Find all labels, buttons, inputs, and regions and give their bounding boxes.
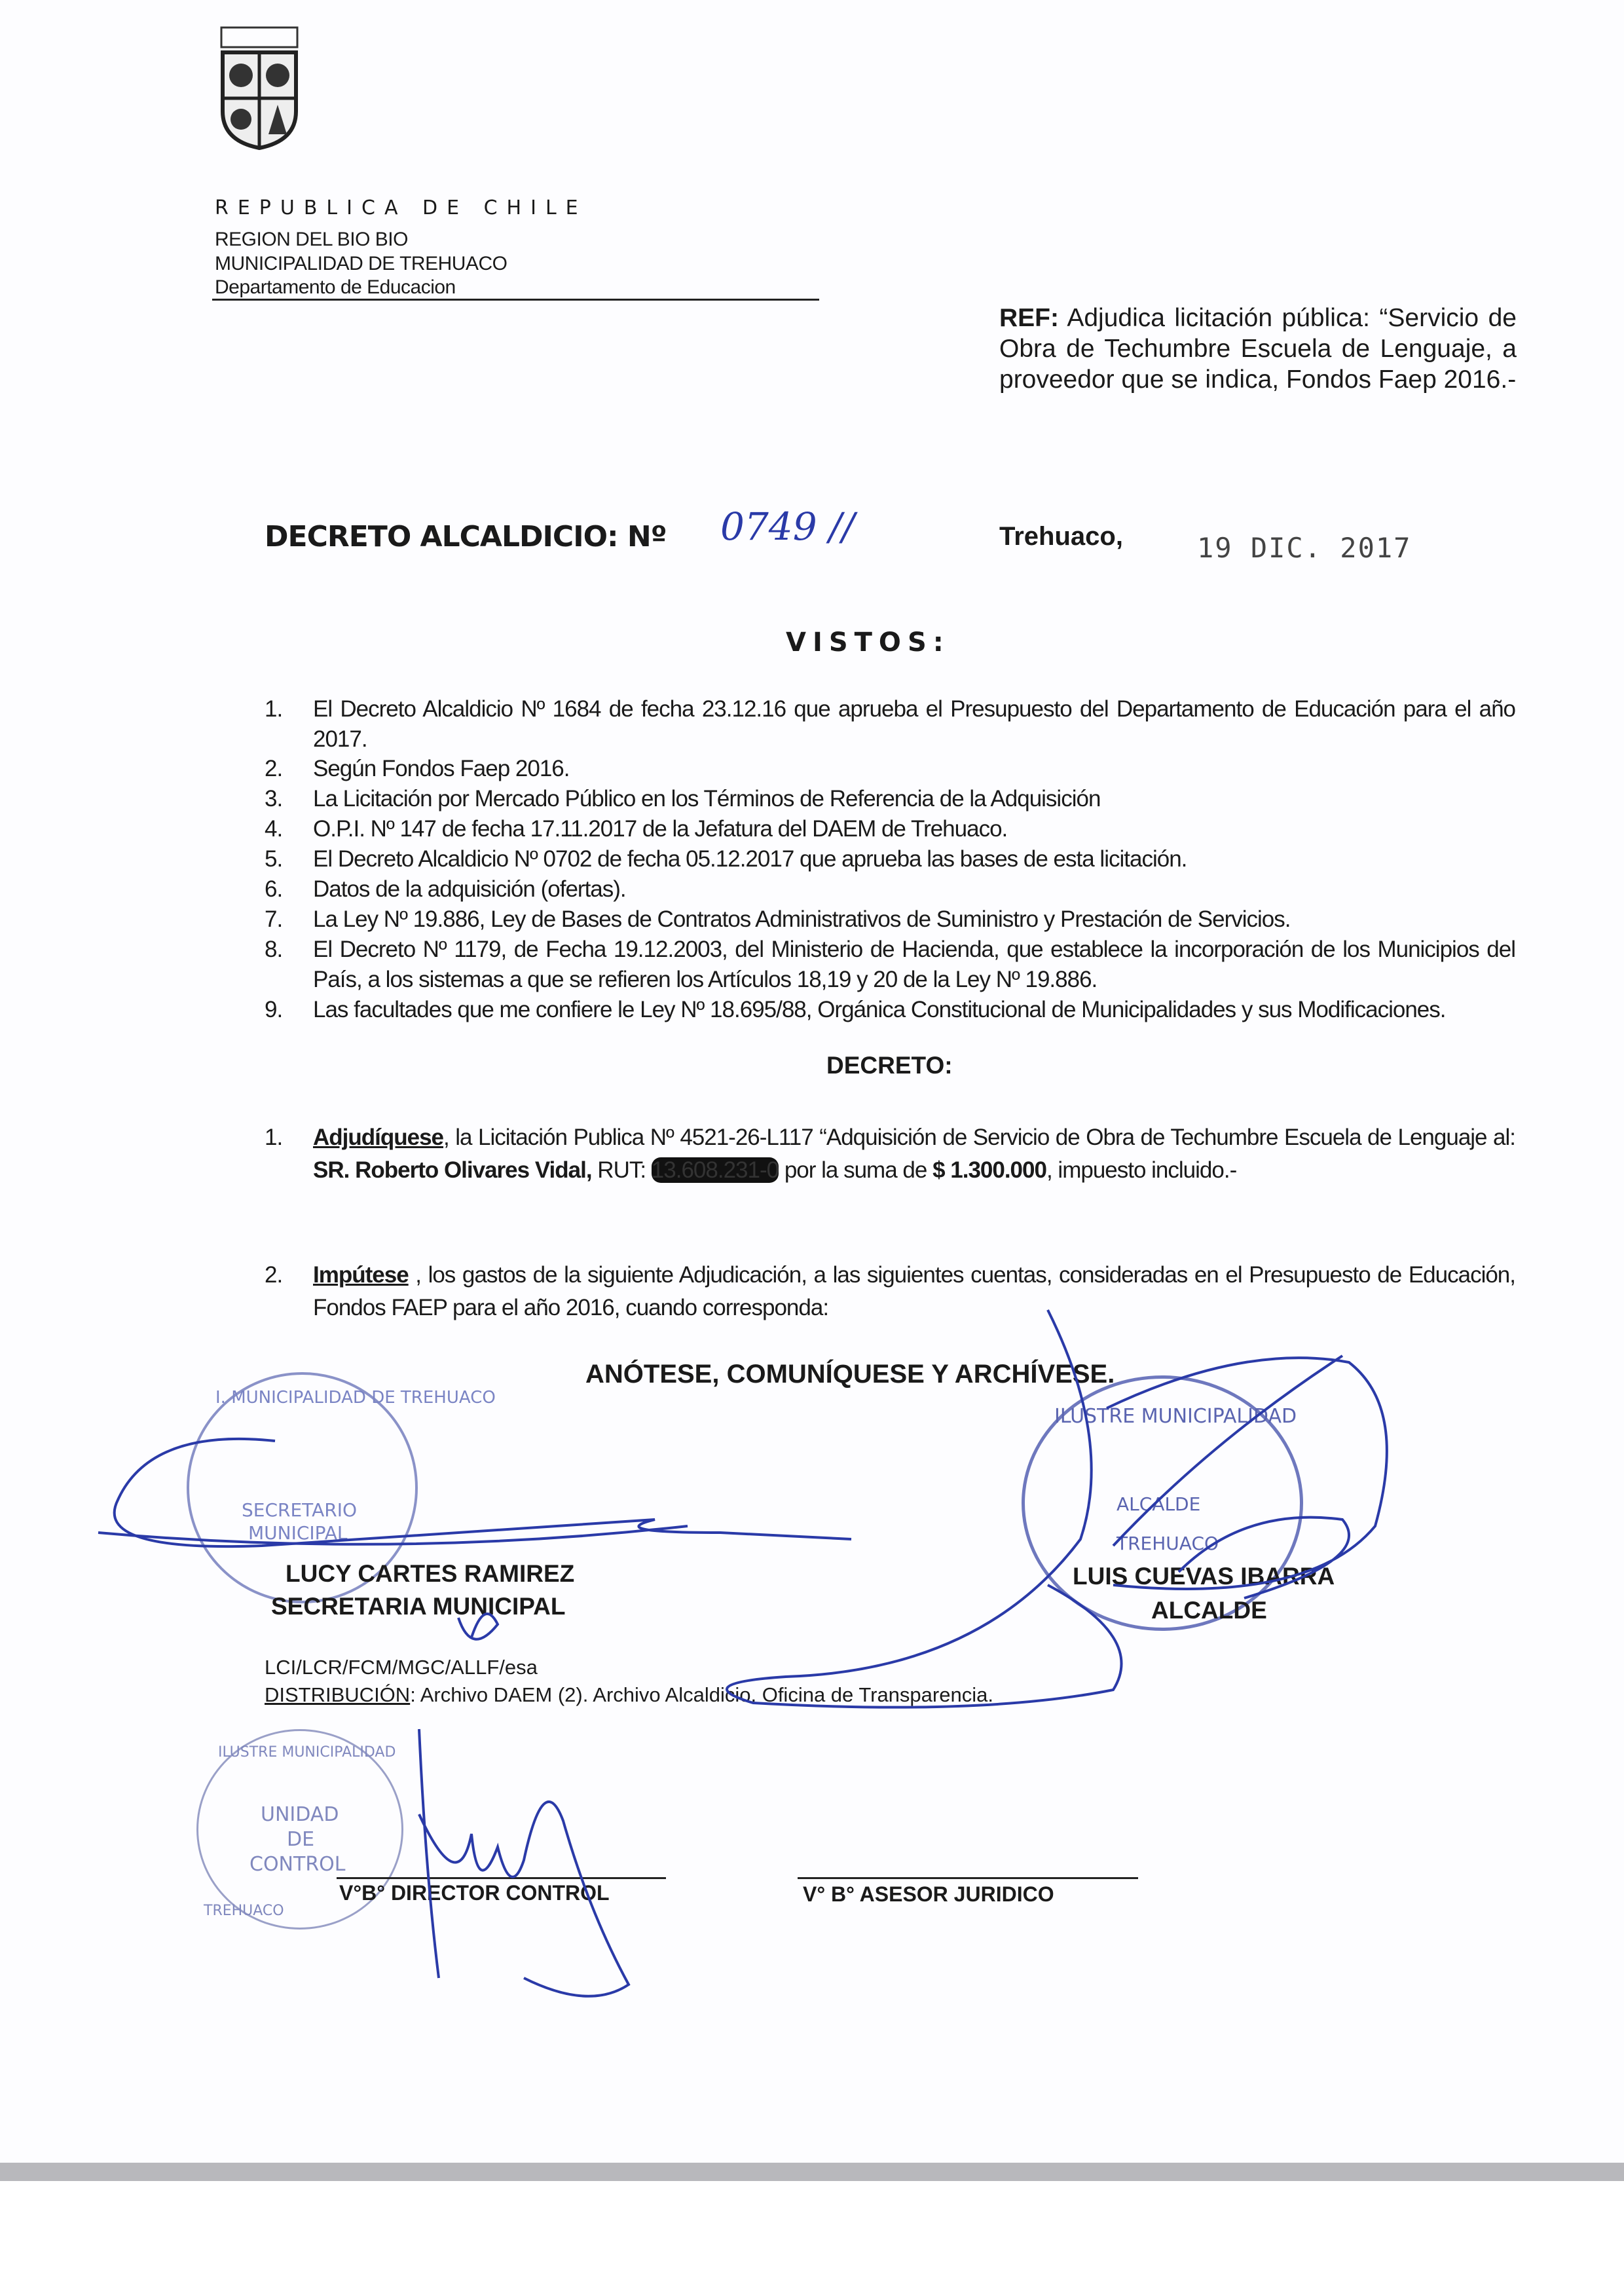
vistos-item: 4. O.P.I. Nº 147 de fecha 17.11.2017 de la Jefatura del DAEM de Trehuaco. bbox=[265, 816, 1008, 842]
vb-asesor-juridico: V° B° ASESOR JURIDICO bbox=[803, 1882, 1054, 1906]
vistos-item: 8. El Decreto Nº 1179, de Fecha 19.12.2003, del Ministerio de Hacienda, que establece la incorporación de los Municipios del País, a los sistemas a que se refieren los Artículos 18,19 y 20 de la Ley Nº 19.886. bbox=[265, 937, 1515, 992]
amount: $ 1.300.000 bbox=[932, 1157, 1046, 1183]
signer-right-title: ALCALDE bbox=[1151, 1597, 1267, 1624]
vistos-item: 6. Datos de la adquisición (ofertas). bbox=[265, 876, 626, 902]
decreto-title: DECRETO: bbox=[826, 1052, 953, 1079]
decreto-item-2: 2. Impútese , los gastos de la siguiente Adjudicación, a las siguientes cuentas, consideradas en el Presupuesto de Educación, Fondos FAEP para el año 2016, cuando corresponda: bbox=[265, 1262, 1515, 1320]
decreto-item-1: 1. Adjudíquese, la Licitación Publica Nº 4521-26-L117 “Adquisición de Servicio de Obra de Techumbre Escuela de Lenguaje al: SR. Roberto Olivares Vidal, RUT: 13.608.231-0 por la suma de $ 1.300.000, impuesto incluido.- bbox=[265, 1125, 1515, 1183]
imputese-keyword: Impútese bbox=[313, 1262, 409, 1288]
header-country: REPUBLICA DE CHILE bbox=[215, 196, 587, 219]
scan-bottom-edge bbox=[0, 2163, 1624, 2181]
vistos-item: 5. El Decreto Alcaldicio Nº 0702 de fecha 05.12.2017 que aprueba las bases de esta licitación. bbox=[265, 846, 1187, 872]
vistos-title: VISTOS: bbox=[786, 627, 950, 658]
header-municipality: MUNICIPALIDAD DE TREHUACO bbox=[215, 253, 507, 274]
stamp-unidad-control: ILUSTRE MUNICIPALIDAD UNIDAD DE CONTROL TREHUACO bbox=[196, 1729, 403, 1930]
header-region: REGION DEL BIO BIO bbox=[215, 229, 408, 250]
distribution: DISTRIBUCIÓN: Archivo DAEM (2). Archivo Alcaldicio. Oficina de Transparencia. bbox=[265, 1683, 993, 1706]
vb-control-line bbox=[337, 1877, 666, 1879]
vistos-item: 3. La Licitación por Mercado Público en los Términos de Referencia de la Adquisición bbox=[265, 786, 1101, 812]
reference-block bbox=[999, 303, 1517, 395]
header-department: Departamento de Educacion bbox=[215, 276, 456, 298]
vistos-item: 9. Las facultades que me confiere le Ley Nº 18.695/88, Orgánica Constitucional de Municipalidades y sus Modificaciones. bbox=[265, 997, 1446, 1022]
adjudiquese-keyword: Adjudíquese bbox=[313, 1125, 444, 1150]
signature-control bbox=[419, 1729, 629, 1996]
signer-left-name: LUCY CARTES RAMIREZ bbox=[286, 1560, 575, 1587]
decree-place: Trehuaco, bbox=[999, 522, 1123, 551]
decree-label: DECRETO ALCALDICIO: Nº bbox=[265, 520, 667, 553]
decree-number-handwritten: 0749 // bbox=[720, 504, 855, 549]
ref-label: REF: bbox=[999, 304, 1059, 332]
decree-date-stamp: 19 DIC. 2017 bbox=[1197, 532, 1412, 564]
header-divider bbox=[212, 299, 819, 301]
initials: LCI/LCR/FCM/MGC/ALLF/esa bbox=[265, 1656, 538, 1679]
rut-redacted: 13.608.231-0 bbox=[651, 1157, 779, 1183]
signer-right-name: LUIS CUEVAS IBARRA bbox=[1073, 1563, 1335, 1590]
vistos-item: 7. La Ley Nº 19.886, Ley de Bases de Contratos Administrativos de Suministro y Prestación de Servicios. bbox=[265, 906, 1291, 932]
vb-juridico-line bbox=[798, 1877, 1138, 1879]
stamp-alcalde: ILUSTRE MUNICIPALIDAD ALCALDE TREHUACO bbox=[1022, 1375, 1303, 1631]
provider-name: SR. Roberto Olivares Vidal, bbox=[313, 1157, 592, 1183]
closing-statement: ANÓTESE, COMUNÍQUESE Y ARCHÍVESE. bbox=[585, 1360, 1115, 1389]
signer-left-title: SECRETARIA MUNICIPAL bbox=[271, 1593, 566, 1620]
vistos-item: 1. El Decreto Alcaldicio Nº 1684 de fecha 23.12.16 que aprueba el Presupuesto del Departamento de Educación para el año 2017. bbox=[265, 696, 1515, 752]
municipal-crest-logo bbox=[216, 26, 303, 151]
scan-bottom-margin bbox=[0, 2181, 1624, 2295]
vistos-item: 2. Según Fondos Faep 2016. bbox=[265, 756, 570, 781]
vb-director-control: V°B° DIRECTOR CONTROL bbox=[339, 1881, 610, 1905]
ref-text: Adjudica licitación pública: “Servicio de Obra de Techumbre Escuela de Lenguaje, a proveedor que se indica, Fondos Faep 2016.- bbox=[999, 304, 1517, 394]
stamp-secretario-municipal: I. MUNICIPALIDAD DE TREHUACO SECRETARIO MUNICIPAL bbox=[187, 1372, 418, 1603]
